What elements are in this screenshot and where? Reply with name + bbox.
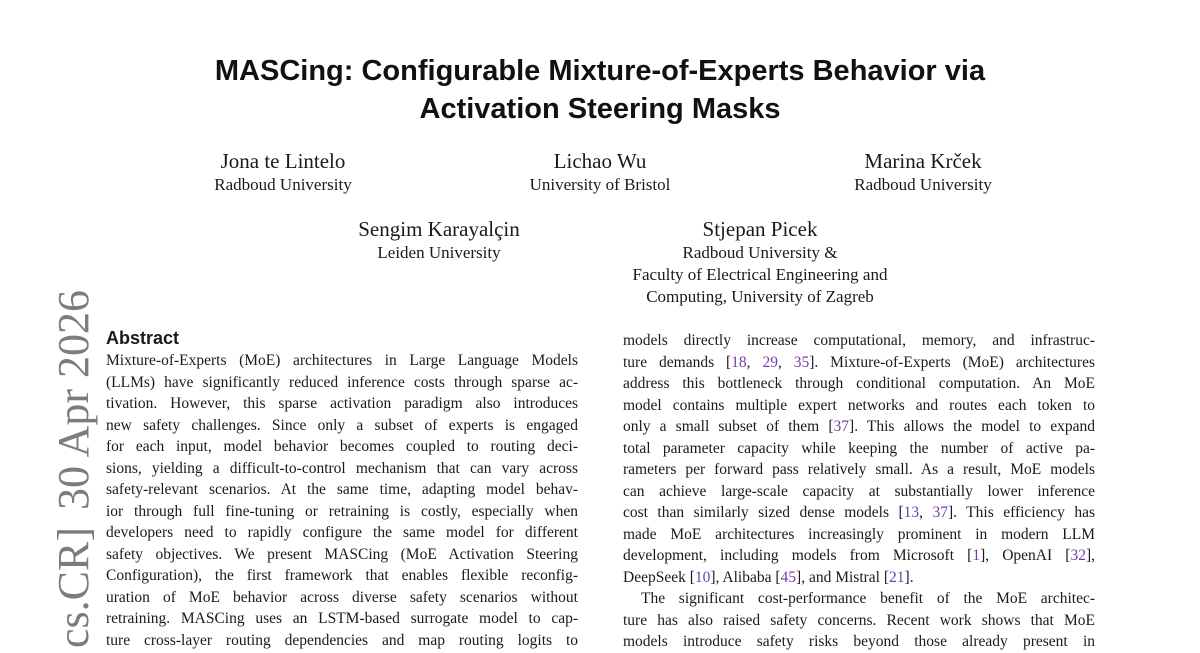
citation-link[interactable]: 32 [1070,547,1086,564]
citation-link[interactable]: 10 [694,568,711,586]
author-affiliation: University of Bristol [529,175,671,194]
body-line: can achieve large-scale capacity at substantially lower inference [623,482,1095,500]
author-affiliation: Radboud University [854,175,992,194]
citation-link[interactable]: 35 [793,353,810,371]
author-name: Stjepan Picek [702,217,818,241]
abstract-line: sions, yielding a difficult-to-control mechanism that can vary across [106,459,578,477]
body-line: DeepSeek [10], Alibaba [45], and Mistral [21]. [623,568,914,586]
abstract-line: tivation. However, this sparse activation paradigm also introduces [106,395,578,412]
paper-title [0,52,1200,128]
author-name: Sengim Karayalçin [358,217,520,241]
body-line: models introduce safety risks beyond those already present in [623,633,1095,650]
citation-link[interactable]: 37 [833,418,850,435]
abstract-line: Mixture-of-Experts (MoE) architectures in Large Language Models [106,352,578,369]
abstract-body [106,350,578,651]
body-line: rameters per forward pass relatively small. As a result, MoE models [623,461,1095,478]
body-line: made MoE architectures increasingly prominent in modern LLM [623,525,1095,543]
author-block [178,148,388,196]
body-line: The significant cost-performance benefit of the MoE architec- [641,590,1095,607]
author-affiliation: Radboud University [214,175,352,194]
author-block [334,216,544,264]
title-line-2: Activation Steering Masks [419,93,781,125]
abstract-line: ior through full fine-tuning or retraining is costly, especially when [106,502,578,520]
arxiv-date: 30 Apr 2026 [49,290,98,510]
body-line: total parameter capacity while keeping the number of active pa- [623,439,1095,457]
abstract-line: (LLMs) have significantly reduced inference costs through sparse ac- [106,373,578,391]
body-line: ture demands [18, 29, 35]. Mixture-of-Experts (MoE) architectures [623,353,1095,371]
abstract-line: developers need to rapidly configure the same model for different [106,524,578,541]
author-affiliation: Leiden University [377,243,501,262]
body-line: ture has also raised safety concerns. Recent work shows that MoE [623,611,1095,629]
author-name: Marina Krček [864,149,982,173]
author-block [600,216,920,308]
body-line: only a small subset of them [37]. This allows the model to expand [623,418,1095,435]
author-affiliation: Computing, University of Zagreb [646,287,874,306]
abstract-line: Configuration), the first framework that enables flexible reconfig- [106,567,578,584]
author-affiliation: Radboud University & [682,243,838,262]
citation-link[interactable]: 45 [780,568,797,586]
body-line: cost than similarly sized dense models [13, 37]. This efficiency has [623,504,1095,521]
abstract-line: safety-relevant scenarios. At the same time, adapting model behav- [106,481,578,498]
abstract-line: for each input, model behavior becomes coupled to routing deci- [106,438,578,455]
body-line: address this bottleneck through conditional computation. An MoE [623,375,1095,392]
citation-link[interactable]: 21 [889,568,905,586]
abstract-line: ture cross-layer routing dependencies and map routing logits to [106,631,578,649]
citation-link[interactable]: 13 [903,504,920,521]
body-line: model contains multiple expert networks and routes each token to [623,396,1095,414]
arxiv-category: cs.CR] [49,527,98,648]
abstract-line: retraining. MASCing uses an LSTM-based surrogate model to cap- [106,610,578,627]
author-block [812,148,1034,196]
author-affiliation: Faculty of Electrical Engineering and [632,265,888,284]
abstract-line: safety objectives. We present MASCing (MoE Activation Steering [106,545,578,563]
citation-link[interactable]: 18 [731,353,747,371]
abstract-heading: Abstract [106,328,180,348]
body-line: development, including models from Microsoft [1], OpenAI [32], [623,547,1095,564]
author-name: Jona te Lintelo [220,149,346,173]
citation-link[interactable]: 1 [972,547,981,564]
citation-link[interactable]: 37 [932,504,948,521]
body-line: models directly increase computational, memory, and infrastruc- [623,332,1095,349]
author-name: Lichao Wu [553,149,647,173]
arxiv-stamp [49,290,98,648]
intro-body [623,330,1095,653]
abstract-line: uration of MoE behavior across diverse safety scenarios without [106,588,578,606]
author-block [500,148,700,196]
citation-link[interactable]: 29 [762,353,778,371]
title-line-1: MASCing: Configurable Mixture-of-Experts Behavior via [214,55,986,87]
abstract-line: new safety challenges. Since only a subset of experts is engaged [106,416,578,434]
